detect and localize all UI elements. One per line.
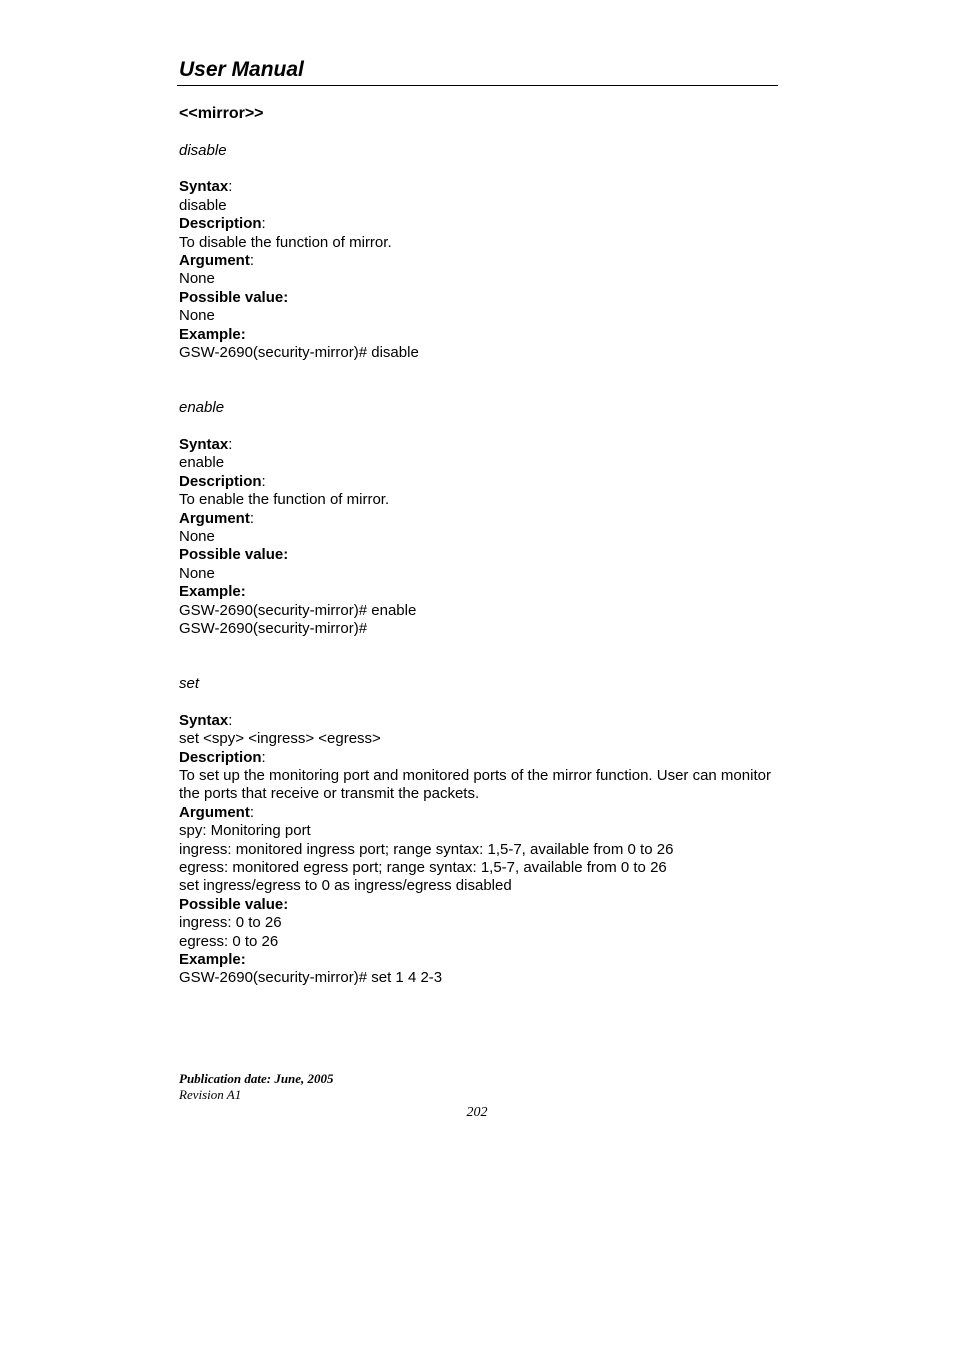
syntax-value: disable — [179, 196, 227, 214]
example-label: Example: — [179, 325, 246, 343]
revision-label: Revision A1 — [179, 1087, 242, 1102]
page-content — [179, 104, 779, 1025]
argument-value: None — [179, 270, 215, 288]
argument-value: spy: Monitoring port — [179, 822, 311, 840]
argument-value: set ingress/egress to 0 as ingress/egress disabled — [179, 877, 512, 895]
possible-value: None — [179, 564, 215, 582]
description-label: Description — [179, 472, 262, 490]
example-value: GSW-2690(security-mirror)# — [179, 619, 368, 637]
description-value: To disable the function of mirror. — [179, 233, 392, 251]
command-name: set — [179, 675, 200, 693]
command-block-set: set Syntax: set <spy> <ingress> <egress> Description: To set up the monitoring port and monitored ports of the mirror function. User can monitor the ports that receive or transmit the packets. Argument: spy: Monitoring port ingress: monitored ingress port; range syntax: 1,5-7, available from 0 to 26 egress: monitored egress port; range syntax: 1,5-7, available from 0 to 26 set ingress/egress to 0 as ingress/egress disabled Possible value: ingress: 0 to 26 egress: 0 to 26 Example: GSW-2690(security-mirror)# set 1 4 2-3 — [179, 675, 779, 988]
possible-value: None — [179, 307, 215, 325]
argument-label: Argument — [179, 252, 250, 270]
page-number: 202 — [466, 1105, 488, 1120]
possible-value: ingress: 0 to 26 — [179, 914, 282, 932]
possible-value-label: Possible value: — [179, 288, 289, 306]
possible-value-label: Possible value: — [179, 895, 289, 913]
description-value: To enable the function of mirror. — [179, 491, 390, 509]
syntax-value: set <spy> <ingress> <egress> — [179, 730, 381, 748]
command-name: enable — [179, 399, 225, 417]
description-value: To set up the monitoring port and monitored ports of the mirror function. User can monitor the ports that receive or transmit the packets. — [179, 766, 771, 803]
argument-value: None — [179, 527, 215, 545]
example-value: GSW-2690(security-mirror)# enable — [179, 601, 417, 619]
argument-label: Argument — [179, 803, 250, 821]
command-block-enable: enable Syntax: enable Description: To enable the function of mirror. Argument: None Possible value: None Example: GSW-2690(security-mirror)# enable GSW-2690(security-mirror)# — [179, 399, 779, 638]
example-value: GSW-2690(security-mirror)# disable — [179, 344, 419, 362]
syntax-label: Syntax — [179, 178, 229, 196]
possible-value-label: Possible value: — [179, 546, 289, 564]
example-label: Example: — [179, 951, 246, 969]
example-value: GSW-2690(security-mirror)# set 1 4 2-3 — [179, 969, 443, 987]
description-label: Description — [179, 215, 262, 233]
argument-value: ingress: monitored ingress port; range syntax: 1,5-7, available from 0 to 26 — [179, 840, 674, 858]
page-footer — [179, 1071, 334, 1103]
description-label: Description — [179, 748, 262, 766]
syntax-label: Syntax — [179, 435, 229, 453]
section-heading: <<mirror>> — [179, 105, 264, 122]
page-header-title: User Manual — [179, 58, 304, 81]
command-block-disable: disable Syntax: disable Description: To disable the function of mirror. Argument: None Possible value: None Example: GSW-2690(security-mirror)# disable — [179, 142, 779, 362]
argument-label: Argument — [179, 509, 250, 527]
command-name: disable — [179, 142, 227, 159]
possible-value: egress: 0 to 26 — [179, 932, 279, 950]
argument-value: egress: monitored egress port; range syntax: 1,5-7, available from 0 to 26 — [179, 859, 667, 876]
publication-date: Publication date: June, 2005 — [179, 1071, 334, 1086]
syntax-label: Syntax — [179, 711, 229, 729]
header-divider — [177, 85, 778, 86]
example-label: Example: — [179, 583, 246, 601]
syntax-value: enable — [179, 454, 225, 472]
